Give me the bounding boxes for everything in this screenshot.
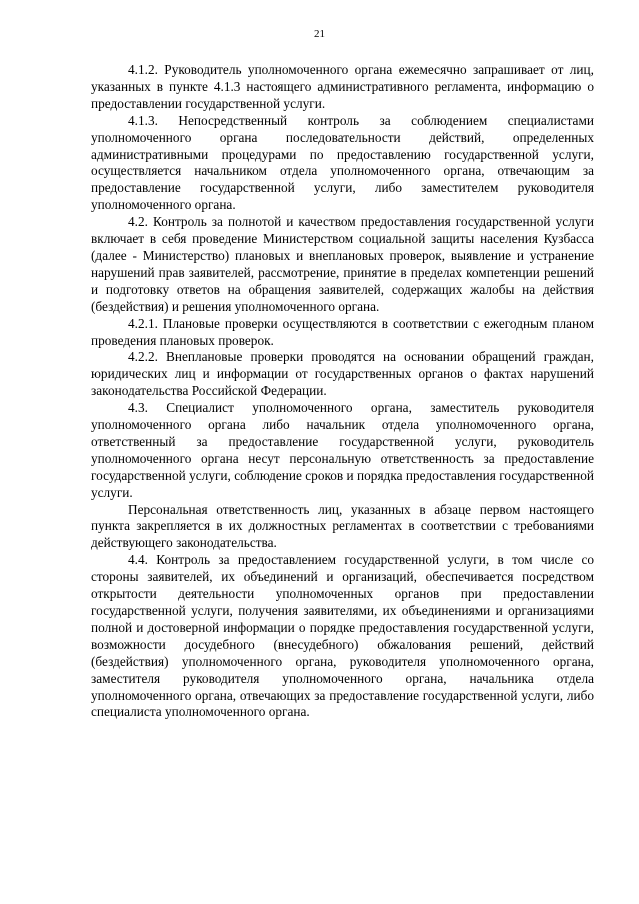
paragraph-4-1-2: 4.1.2. Руководитель уполномоченного органа ежемесячно запрашивает от лиц, указанных в пункте 4.1.3 настоящего административного регламента, информацию о предоставлении государственной услуги. [91,62,594,111]
paragraph-4-4: 4.4. Контроль за предоставлением государственной услуги, в том числе со стороны заявителей, их объединений и организаций, обеспечивается посредством открытости деятельности уполномоченных органов при предоставлении государственной услуги, получения заявителями, их объединениями и организациями полной и достоверной информации о порядке предоставления государственной услуги, возможности досудебного (внесудебного) обжалования решений, действий (бездействия) уполномоченного органа, руководителя уполномоченного органа, заместителя руководителя уполномоченного органа, начальника отдела уполномоченного органа, отвечающих за предоставление государственной услуги, либо специалиста уполномоченного органа. [91,552,594,720]
paragraph-4-2-1: 4.2.1. Плановые проверки осуществляются в соответствии с ежегодным планом проведения плановых проверок. [91,315,594,348]
page-number: 21 [314,28,325,40]
paragraph-personal-responsibility: Персональная ответственность лиц, указанных в абзаце первом настоящего пункта закрепляется в их должностных регламентах в соответствии с требованиями действующего законодательства. [91,501,594,551]
paragraph-4-3: 4.3. Специалист уполномоченного органа, заместитель руководителя уполномоченного органа либо начальник отдела уполномоченного органа, ответственный за предоставление государственной услуги, руководитель уполномоченного органа несут персональную ответственность за предоставление государственной услуги, соблюдение сроков и порядка предоставления государственной услуги. [91,400,594,500]
paragraph-4-1-3: 4.1.3. Непосредственный контроль за соблюдением специалистами уполномоченного органа последовательности действий, определенных административными процедурами по предоставлению государственной услуги, осуществляется начальником отдела уполномоченного органа, отвечающим за предоставление государственной услуги, либо заместителем руководителя уполномоченного органа. [91,112,594,213]
paragraph-4-2-2: 4.2.2. Внеплановые проверки проводятся на основании обращений граждан, юридических лиц и информации от государственных органов о фактах нарушений законодательства Российской Федерации. [91,349,594,399]
paragraph-4-2: 4.2. Контроль за полнотой и качеством предоставления государственной услуги включает в себя проведение Министерством социальной защиты населения Кузбасса (далее - Министерство) плановых и внеплановых проверок, выявление и устранение нарушений прав заявителей, рассмотрение, принятие в пределах компетенции решений и подготовку ответов на обращения заявителей, содержащих жалобы на действия (бездействия) и решения уполномоченного органа. [91,214,594,314]
document-body [91,62,594,721]
